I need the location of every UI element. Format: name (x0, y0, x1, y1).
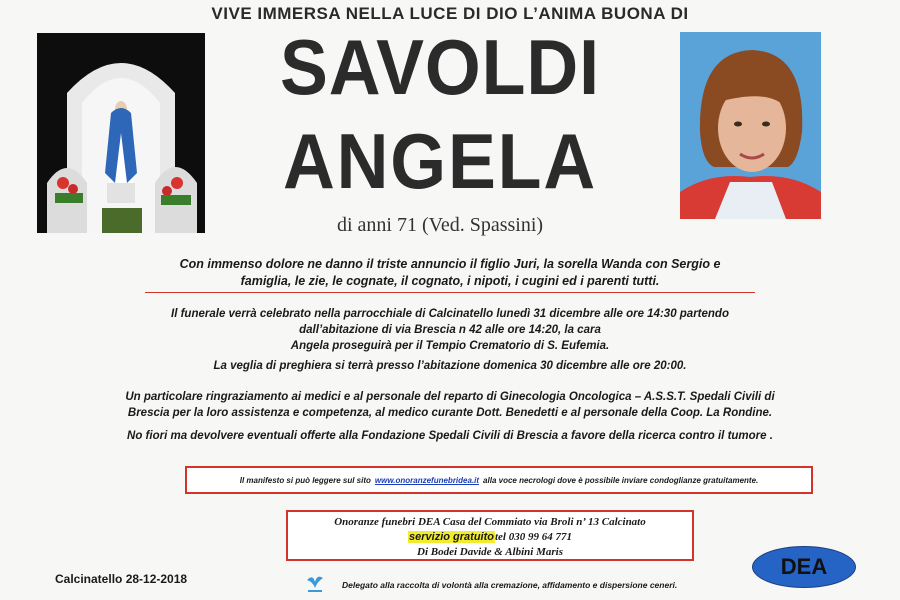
notice-before: Il manifesto si può leggere sul sito (239, 475, 371, 485)
funeral-line: dall’abitazione di via Brescia n 42 alle ore 14:20, la cara (299, 324, 601, 336)
funeral-home-box (286, 510, 694, 561)
thanks-info (60, 389, 840, 421)
thanks-line: Brescia per la loro assistenza e competenza, al medico curante Dott. Benedetti e al personale della Coop. La Rondine. (127, 407, 773, 419)
first-name: ANGELA (282, 117, 598, 205)
date-label: Calcinatello 28-12-2018 (55, 572, 188, 586)
divider (145, 292, 755, 293)
funeral-line: Angela proseguirà per il Tempio Crematorio di S. Eufemia. (290, 340, 610, 352)
funeral-home-phone: tel 030 99 64 771 (494, 531, 572, 543)
announcement-line: famiglia, le zie, le cognate, il cognato, i nipoti, i cugini ed i parenti tutti. (240, 274, 660, 288)
portrait-photo-icon (680, 32, 821, 219)
age-line: di anni 71 (Ved. Spassini) (336, 214, 544, 236)
announcement (90, 256, 810, 290)
website-link[interactable]: www.onoranzefunebridea.it (374, 475, 480, 485)
surname: SAVOLDI (279, 23, 601, 111)
funeral-info (60, 306, 840, 354)
free-service-badge: servizio gratuito (409, 531, 494, 543)
bird-logo-icon (305, 572, 325, 594)
funeral-line: Il funerale verrà celebrato nella parrocchiale di Calcinatello lunedì 31 dicembre alle ore 14:30 partendo (171, 308, 729, 320)
funeral-home-line1: Onoranze funebri DEA Casa del Commiato via Broli n’ 13 Calcinato (334, 516, 646, 528)
website-notice (185, 466, 813, 494)
madonna-statue-icon (37, 33, 205, 233)
vigil-info: La veglia di preghiera si terrà presso l’abitazione domenica 30 dicembre alle ore 20:00. (213, 360, 687, 372)
announcement-line: Con immenso dolore ne danno il triste annuncio il figlio Juri, la sorella Wanda con Sergio e (179, 257, 721, 271)
header-title: VIVE IMMERSA NELLA LUCE DI DIO L’ANIMA BUONA DI (211, 4, 689, 23)
delegato-text: Delegato alla raccolta di volontà alla cremazione, affidamento e dispersione ceneri. (342, 580, 678, 590)
dea-logo: DEA (752, 546, 856, 588)
notice-after: alla voce necrologi dove è possibile inviare condoglianze gratuitamente. (483, 475, 759, 485)
funeral-home-line2 (288, 530, 692, 545)
funeral-home-line3: Di Bodei Davide & Albini Maris (417, 546, 563, 558)
thanks-line: Un particolare ringraziamento ai medici e al personale del reparto di Ginecologia Oncologica – A.S.S.T. Spedali Civili di (125, 391, 775, 403)
no-flowers-info: No fiori ma devolvere eventuali offerte alla Fondazione Spedali Civili di Brescia a favore della ricerca contro il tumore . (127, 430, 773, 442)
